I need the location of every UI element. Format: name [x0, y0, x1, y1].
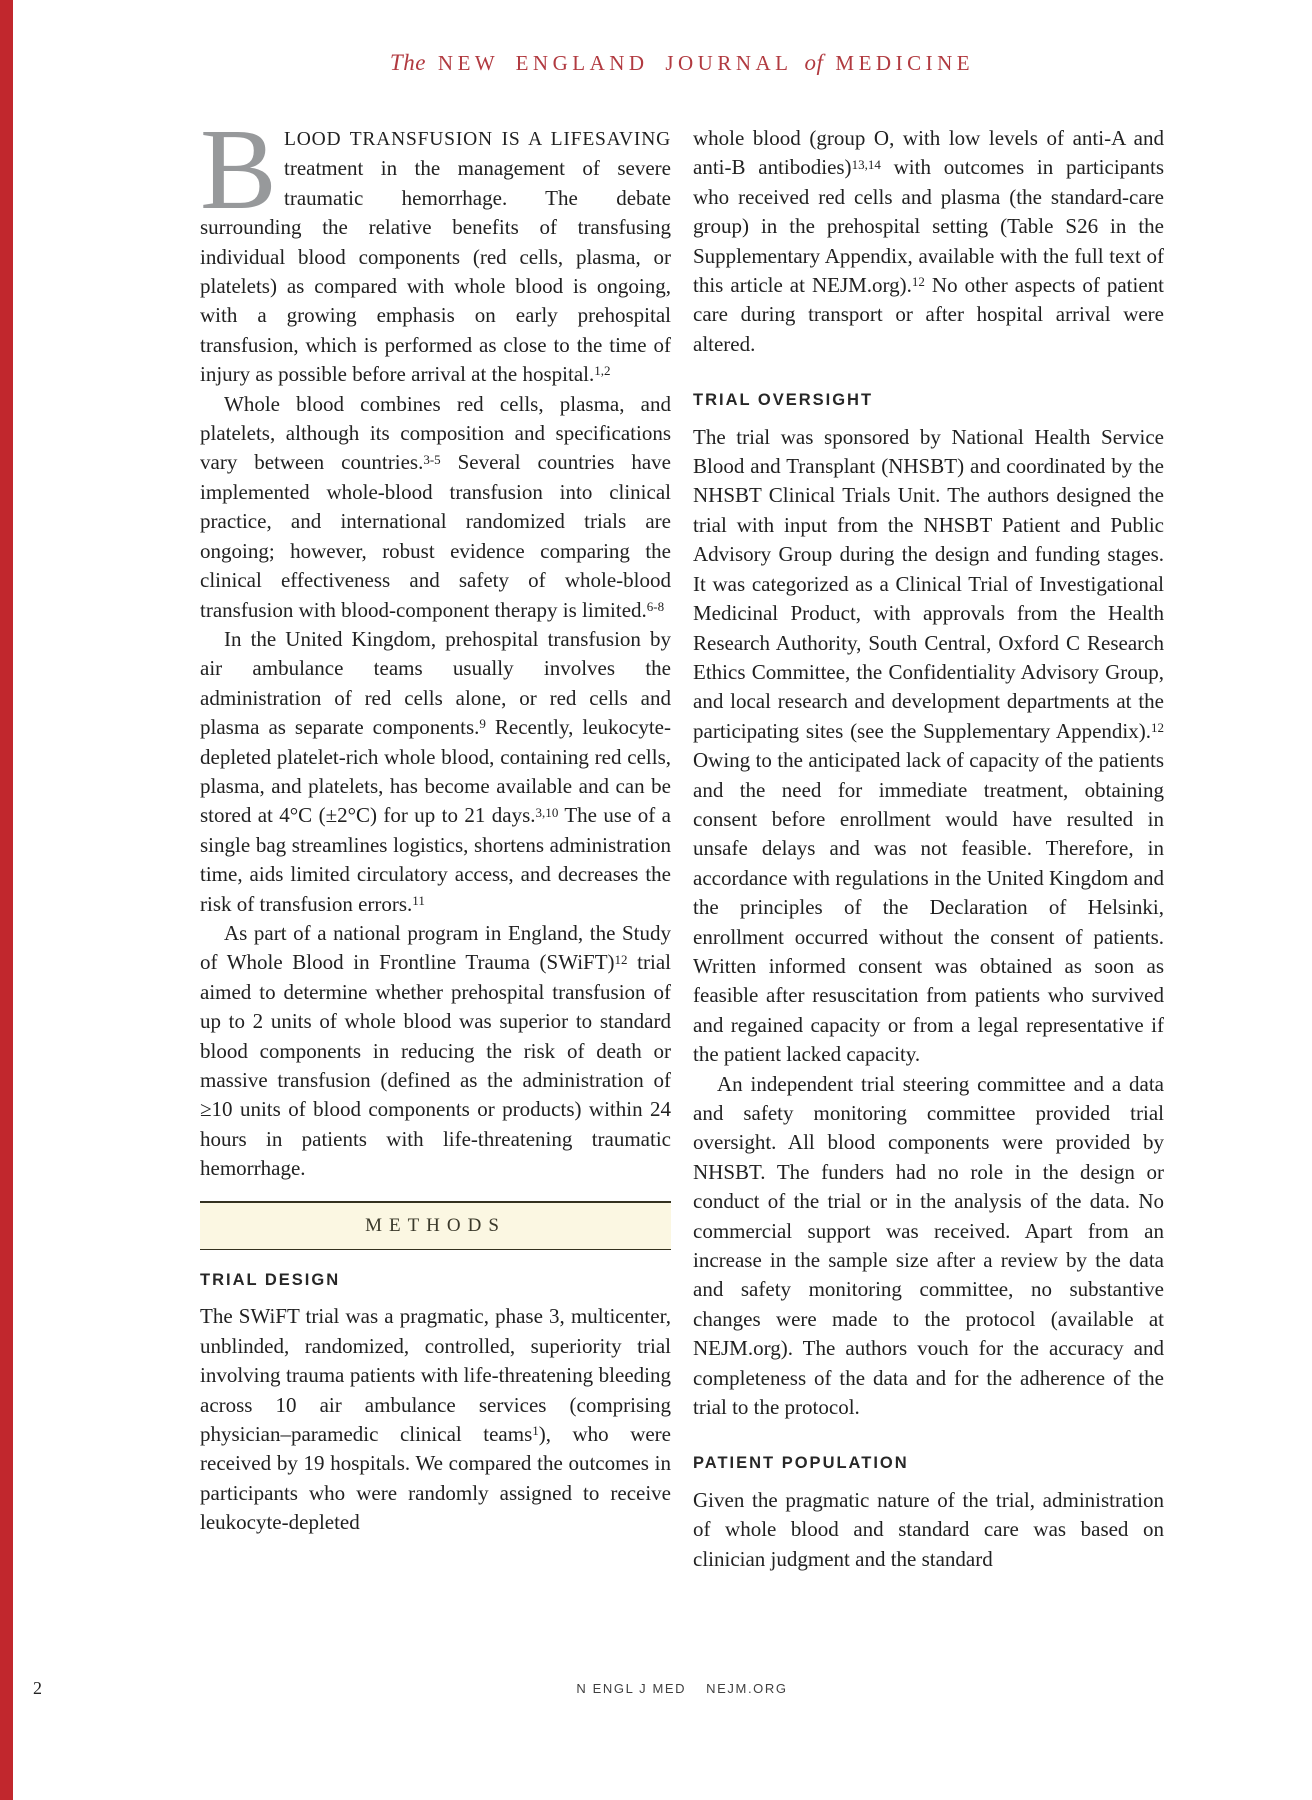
paragraph: An independent trial steering committee and a data and safety monitoring committee provided trial oversight. All blood components were provided by NHSBT. The funders had no role in the design or conduct of the trial or in the analysis of the data. No commercial support was received. Apart from an increase in the sample size after a review by the data and safety monitoring committee, no substantive changes were made to the protocol (available at NEJM.org). The authors vouch for the accuracy and completeness of the data and for the adherence of the trial to the protocol. [693, 1071, 1164, 1420]
paragraph: The SWiFT trial was a pragmatic, phase 3, multicenter, unblinded, randomized, controlled, superiority trial involving trauma patients with life-threatening bleeding across 10 air ambulance services (comprising physician–paramedic clinical teams$^1$), who were received by 19 hospitals. We compared the outcomes in participants who were randomly assigned to receive leukocyte-depleted [200, 1304, 671, 1535]
paragraph: Whole blood combines red cells, plasma, and platelets, although its composition and specifications vary between countries.$^{3-5}$ Several countries have implemented whole-blood transfusion into clinical practice, and international randomized trials are ongoing; however, robust evidence comparing the clinical effectiveness and safety of whole-blood transfusion with blood-component therapy is limited.$^{6-8}$ [200, 391, 671, 622]
subsection-heading-trial-design: TRIAL DESIGN [200, 1271, 341, 1290]
masthead-of: of [804, 50, 824, 75]
page-number: 2 [33, 1678, 42, 1698]
masthead-title-1: NEW ENGLAND JOURNAL [437, 51, 793, 75]
masthead-title-2: MEDICINE [835, 51, 975, 75]
subsection-heading-patient-population: PATIENT POPULATION [693, 1454, 909, 1473]
opening-text: treatment in the management of severe traumatic hemorrhage. The debate surrounding the relative benefits of transfusing individual blood components (red cells, plasma, or platelets) as compared with whole blood is ongoing, with a growing emphasis on early prehospital transfusion, which is performed as close to the time of injury as possible before arrival at the hospital.$^{1,2}$ [200, 156, 671, 387]
footer-journal: N ENGL J MED [576, 1681, 687, 1696]
paragraph: whole blood (group O, with low levels of anti-A and anti-B antibodies)$^{13,14}$ with outcomes in participants who received red cells and plasma (the standard-care group) in the prehospital setting (Table S26 in the Supplementary Appendix, available with the full text of this article at NEJM.org).$^{12}$ No other aspects of patient care during transport or after hospital arrival were altered. [693, 126, 1165, 356]
opening-lead-caps: LOOD TRANSFUSION IS A LIFESAVING [284, 129, 671, 150]
subsection-heading-trial-oversight: TRIAL OVERSIGHT [693, 391, 874, 410]
paragraph: The trial was sponsored by National Health Service Blood and Transplant (NHSBT) and coordinated by the NHSBT Clinical Trials Unit. The authors designed the trial with input from the NHSBT Patient and Public Advisory Group during the design and funding stages. It was categorized as a Clinical Trial of Investigational Medicinal Product, with approvals from the Health Research Authority, South Central, Oxford C Research Ethics Committee, the Confidentiality Advisory Group, and local research and development departments at the participating sites (see the Supplementary Appendix).$^{12}$ Owing to the anticipated lack of capacity of the patients and the need for immediate treatment, obtaining consent before enrollment would have resulted in unsafe delays and was not feasible. Therefore, in accordance with regulations in the United Kingdom and the principles of the Declaration of Helsinki, enrollment occurred without the consent of patients. Written informed consent was obtained as soon as feasible after resuscitation from patients who survived and regained capacity or from a legal representative if the patient lacked capacity. [693, 424, 1164, 1067]
opening-paragraph [200, 106, 671, 390]
paragraph: Given the pragmatic nature of the trial, administration of whole blood and standard care was based on clinician judgment and the standard [693, 1487, 1164, 1571]
right-column [693, 124, 1164, 1574]
masthead-the: The [389, 50, 426, 75]
article-body [200, 106, 1165, 1574]
dropcap-letter: B [200, 106, 277, 233]
footer-site: NEJM.ORG [706, 1681, 788, 1696]
paragraph: In the United Kingdom, prehospital transfusion by air ambulance teams usually involves the administration of red cells alone, or red cells and plasma as separate components.$^9$ Recently, leukocyte-depleted platelet-rich whole blood, containing red cells, plasma, and platelets, has become available and can be stored at 4°C (±2°C) for up to 21 days.$^{3,10}$ The use of a single bag streamlines logistics, shortens administration time, aids limited circulatory access, and decreases the risk of transfusion errors.$^{11}$ [200, 626, 671, 916]
spine-accent-bar [0, 0, 13, 1800]
paragraph: As part of a national program in England, the Study of Whole Blood in Frontline Trauma (SWiFT)$^{12}$ trial aimed to determine whether prehospital transfusion of up to 2 units of whole blood was superior to standard blood components in reducing the risk of death or massive transfusion (defined as the administration of ≥10 units of blood components or products) within 24 hours in patients with life-threatening traumatic hemorrhage. [200, 920, 671, 1181]
section-heading-methods: METHODS [200, 1201, 671, 1250]
running-footer [200, 1681, 1164, 1696]
masthead [200, 50, 1164, 76]
left-column [200, 106, 671, 1574]
